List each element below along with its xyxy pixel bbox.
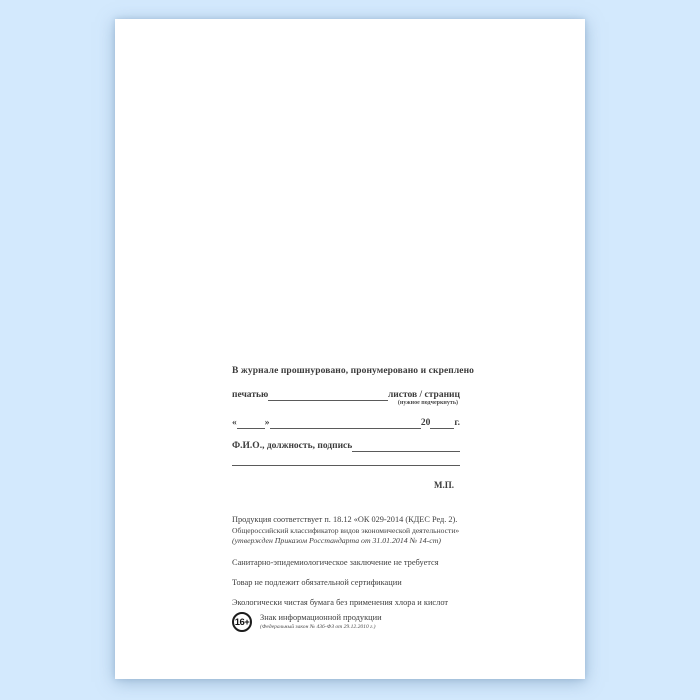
year-suffix: г. xyxy=(454,418,460,428)
journal-back-page xyxy=(115,19,585,679)
open-quote: « xyxy=(232,418,237,428)
okved-line-2: Общероссийский классификатор видов экономической деятельности» xyxy=(232,526,460,535)
stamp-place-label: М.П. xyxy=(434,480,454,490)
okved-line-3: (утвержден Приказом Росстандарта от 31.01.2014 № 14-ст) xyxy=(232,536,441,545)
age-mark-text xyxy=(260,612,382,630)
age-16-badge-icon: 16+ xyxy=(232,612,252,632)
age-mark-block xyxy=(232,612,382,632)
signature-blank xyxy=(352,442,460,452)
seal-label: печатью xyxy=(232,390,269,400)
binding-statement: В журнале прошнуровано, пронумеровано и скреплено xyxy=(232,366,475,376)
sheets-count-blank xyxy=(268,391,388,401)
year-prefix: 20 xyxy=(420,418,431,428)
eco-paper-note: Экологически чистая бумага без применения хлора и кислот xyxy=(232,598,449,607)
day-blank xyxy=(237,419,265,429)
info-product-label: Знак информационной продукции xyxy=(260,613,382,622)
signature-line xyxy=(232,440,460,452)
ruled-line xyxy=(232,465,460,466)
sanitary-note: Санитарно-эпидемиологическое заключение не требуется xyxy=(232,558,439,567)
sheets-pages-label: листов / страниц xyxy=(387,390,460,400)
signature-label: Ф.И.О., должность, подпись xyxy=(232,441,353,451)
date-line xyxy=(232,417,460,429)
year-blank xyxy=(430,419,454,429)
federal-law-note: (Федеральный закон № 436-ФЗ от 29.12.2010 г.) xyxy=(260,624,376,630)
month-blank xyxy=(270,419,421,429)
binding-certification-block xyxy=(232,365,475,495)
certification-note: Товар не подлежит обязательной сертификации xyxy=(232,578,402,587)
close-quote: » xyxy=(264,418,270,428)
okved-line-1: Продукция соответствует п. 18.12 «ОК 029-2014 (КДЕС Ред. 2). xyxy=(232,515,458,524)
underline-note: (нужное подчеркнуть) xyxy=(397,400,458,406)
